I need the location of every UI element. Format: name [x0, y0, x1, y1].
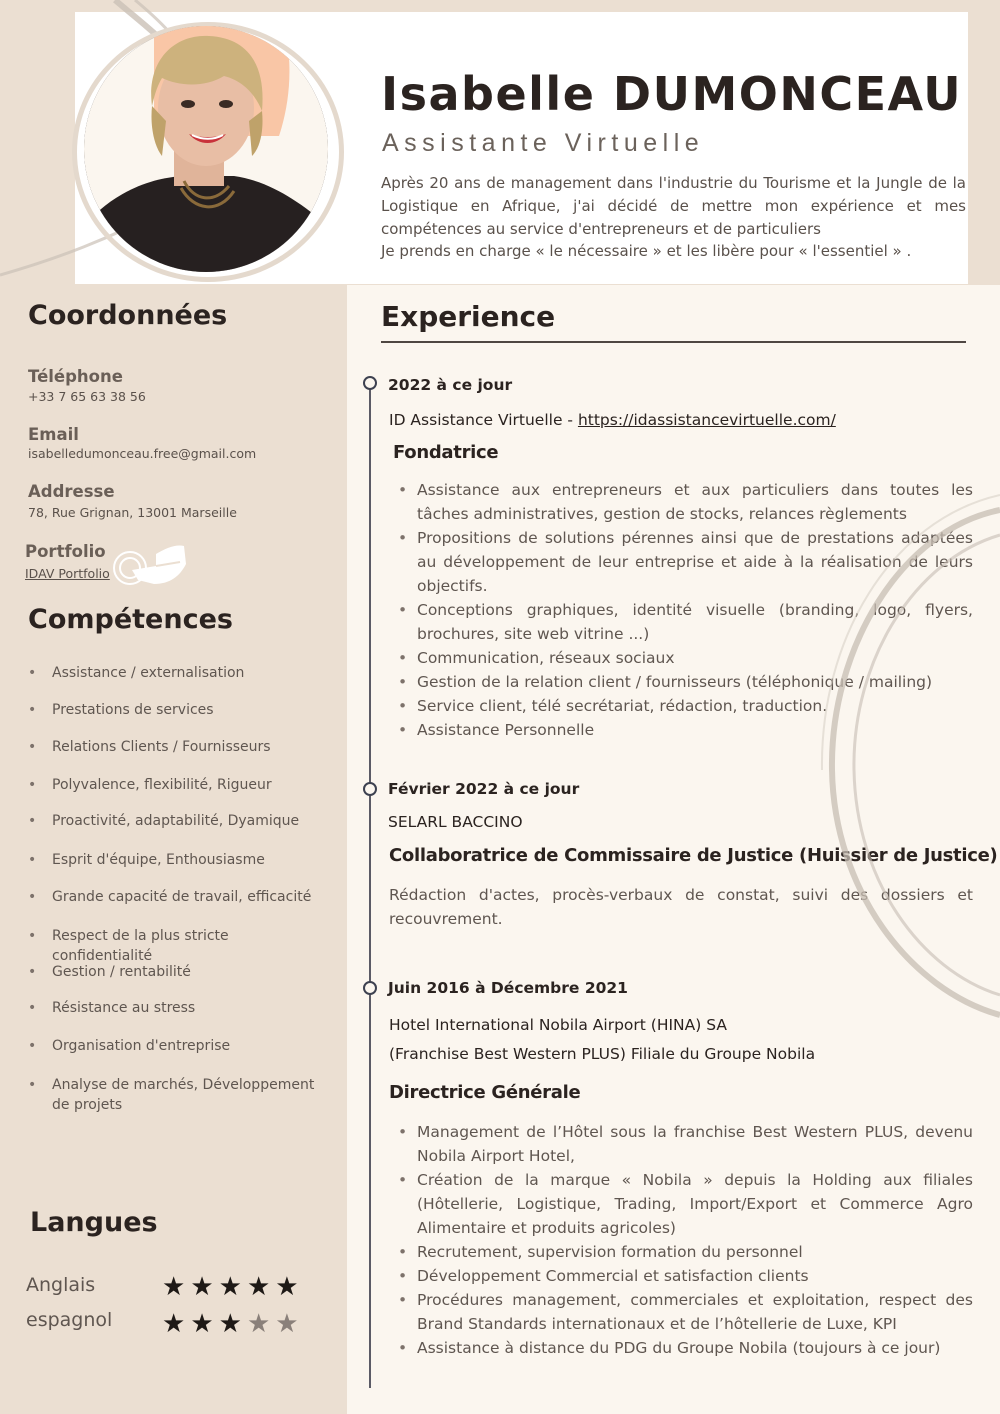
duty-item: • Recrutement, supervision formation du personnel: [398, 1240, 973, 1264]
job-period: Juin 2016 à Décembre 2021: [388, 979, 628, 997]
duty-item: • Propositions de solutions pérennes ainsi que de prestations adaptées au développement de leur entreprise et aide à la réalisation de leurs objectifs.: [398, 526, 973, 598]
language-name: espagnol: [26, 1309, 113, 1331]
summary-paragraph: Après 20 ans de management dans l'industrie du Tourisme et la Jungle de la Logistique en Afrique, j'ai décidé de mettre mon expérience et mes compétences au service d'entrepreneurs et de particuliers: [381, 174, 966, 238]
timeline-dot: [363, 376, 377, 390]
company-website-link[interactable]: https://idassistancevirtuelle.com/: [577, 411, 836, 429]
duty-item: • Assistance Personnelle: [398, 718, 973, 742]
company-name: [389, 411, 836, 429]
portfolio-label: Portfolio: [25, 542, 106, 561]
job-duties-list: [398, 478, 973, 742]
job-duties-list: [398, 1120, 973, 1360]
candidate-role: Assistante Virtuelle: [382, 129, 705, 157]
skill-text: Grande capacité de travail, efficacité: [52, 889, 312, 905]
bullet-icon: •: [28, 889, 37, 905]
duty-item: • Gestion de la relation client / fournisseurs (téléphonique / mailing): [398, 670, 973, 694]
address-label: Addresse: [28, 482, 115, 501]
profile-photo: [84, 26, 328, 272]
skill-text: Respect de la plus stricte confidentialité: [52, 928, 229, 964]
skill-text: Polyvalence, flexibilité, Rigueur: [52, 777, 272, 793]
star-filled-icon: ★: [275, 1271, 304, 1301]
star-empty-icon: ★: [246, 1308, 276, 1338]
bullet-icon: •: [28, 852, 37, 868]
duty-item: • Communication, réseaux sociaux: [398, 646, 973, 670]
duty-item: • Assistance à distance du PDG du Groupe Nobila (toujours à ce jour): [398, 1336, 973, 1360]
profile-summary: [381, 172, 966, 263]
company-text: ID Assistance Virtuelle -: [389, 411, 578, 429]
duty-item: • Développement Commercial et satisfaction clients: [398, 1264, 973, 1288]
company-name: Hotel International Nobila Airport (HINA) SA: [389, 1016, 727, 1034]
job-title: Fondatrice: [393, 442, 499, 463]
language-rating: [162, 1273, 304, 1299]
timeline-dot: [363, 981, 377, 995]
phone-value[interactable]: +33 7 65 63 38 56: [28, 389, 146, 404]
bullet-icon: •: [28, 1077, 37, 1093]
contact-section-title: Coordonnées: [28, 300, 228, 331]
star-filled-icon: ★: [162, 1308, 191, 1338]
duty-item: • Assistance aux entrepreneurs et aux particuliers dans toutes les tâches administratives, gestion de stocks, relances règlements: [398, 478, 973, 526]
timeline-line: [369, 382, 371, 1388]
portfolio-link[interactable]: IDAV Portfolio: [25, 566, 110, 581]
skill-text: Proactivité, adaptabilité, Dyamique: [52, 813, 300, 829]
bullet-icon: •: [28, 702, 37, 718]
duty-item: • Conceptions graphiques, identité visuelle (branding, logo, flyers, brochures, site web vitrine ...): [398, 598, 973, 646]
email-label: Email: [28, 425, 79, 444]
bullet-icon: •: [28, 813, 37, 829]
duty-item: • Création de la marque « Nobila » depuis la Holding aux filiales (Hôtellerie, Logistique, Trading, Import/Export et Commerce Agro Alimentaire et produits agricoles): [398, 1168, 973, 1240]
email-value[interactable]: isabelledumonceau.free@gmail.com: [28, 446, 257, 461]
duty-item: • Procédures management, commerciales et exploitation, respect des Brand Standards internationaux et de l’hôtellerie de Luxe, KPI: [398, 1288, 973, 1336]
skill-text: Prestations de services: [52, 702, 214, 718]
timeline-dot: [363, 782, 377, 796]
company-name: SELARL BACCINO: [388, 813, 523, 831]
skill-text: Gestion / rentabilité: [52, 964, 191, 980]
star-filled-icon: ★: [162, 1271, 191, 1301]
skill-text: Résistance au stress: [52, 1000, 196, 1016]
job-period: Février 2022 à ce jour: [388, 780, 580, 798]
skill-text: Esprit d'équipe, Enthousiasme: [52, 852, 265, 868]
skill-text: Organisation d'entreprise: [52, 1038, 231, 1054]
star-filled-icon: ★: [218, 1308, 247, 1338]
skill-text: Assistance / externalisation: [52, 665, 245, 681]
bullet-icon: •: [28, 777, 37, 793]
star-filled-icon: ★: [190, 1308, 219, 1338]
experience-section-title: Experience: [381, 300, 556, 333]
language-rating: [162, 1310, 304, 1336]
bullet-icon: •: [28, 928, 37, 944]
job-period: 2022 à ce jour: [388, 376, 513, 394]
star-filled-icon: ★: [190, 1271, 219, 1301]
star-filled-icon: ★: [246, 1271, 276, 1301]
company-subtitle: (Franchise Best Western PLUS) Filiale du Groupe Nobila: [389, 1045, 816, 1063]
candidate-name: Isabelle DUMONCEAU: [381, 67, 963, 121]
skill-text: Analyse de marchés, Développement de projets: [52, 1077, 315, 1113]
bullet-icon: •: [28, 739, 37, 755]
duty-item: • Service client, télé secrétariat, rédaction, traduction.: [398, 694, 973, 718]
bullet-icon: •: [28, 665, 37, 681]
bullet-icon: •: [28, 1038, 37, 1054]
duty-item: • Management de l’Hôtel sous la franchise Best Western PLUS, devenu Nobila Airport Hotel,: [398, 1120, 973, 1168]
star-filled-icon: ★: [218, 1271, 247, 1301]
language-name: Anglais: [26, 1274, 96, 1296]
skills-section-title: Compétences: [28, 604, 233, 635]
section-divider: [381, 341, 966, 343]
star-empty-icon: ★: [275, 1308, 304, 1338]
skill-text: Relations Clients / Fournisseurs: [52, 739, 271, 755]
job-description: Rédaction d'actes, procès-verbaux de constat, suivi des dossiers et recouvrement.: [389, 886, 973, 928]
languages-section-title: Langues: [30, 1207, 158, 1238]
bullet-icon: •: [28, 1000, 37, 1016]
bullet-icon: •: [28, 964, 37, 980]
address-value: 78, Rue Grignan, 13001 Marseille: [28, 505, 237, 520]
summary-paragraph: Je prends en charge « le nécessaire » et les libère pour « l'essentiel » .: [381, 242, 912, 261]
portrait-illustration: [84, 26, 328, 272]
phone-label: Téléphone: [28, 367, 123, 386]
job-title: Directrice Générale: [389, 1082, 581, 1103]
job-title: Collaboratrice de Commissaire de Justice (Huissier de Justice): [389, 845, 998, 866]
